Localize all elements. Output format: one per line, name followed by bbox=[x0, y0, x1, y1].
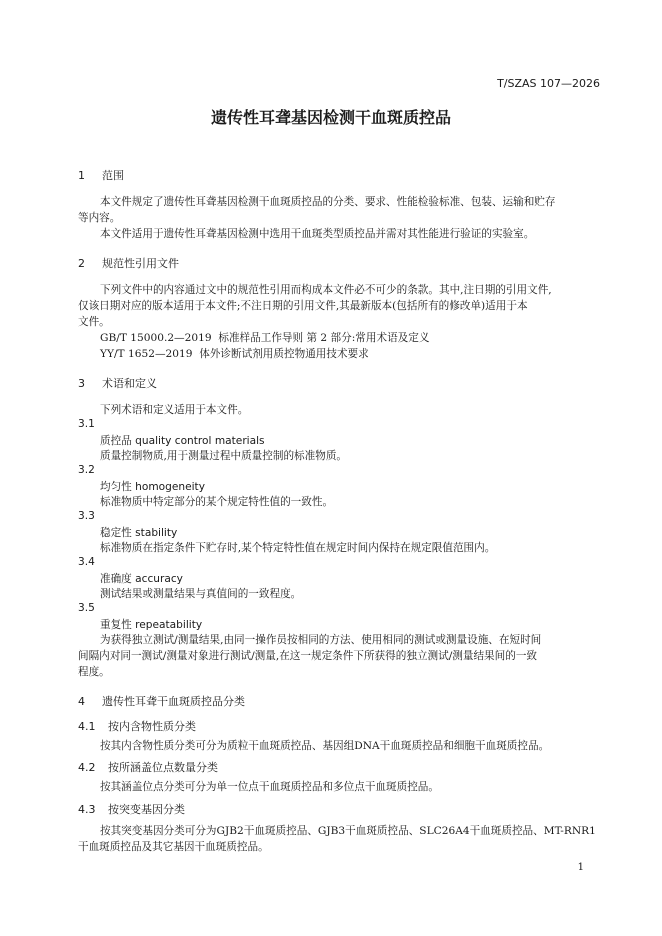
term-number: 3.3 bbox=[78, 510, 95, 522]
term-definition: 标准物质在指定条件下贮存时,某个特定特性值在规定时间内保持在规定限值范围内。 bbox=[100, 542, 496, 554]
document-title: 遗传性耳聋基因检测干血斑质控品 bbox=[210, 108, 451, 127]
term-number: 3.5 bbox=[78, 602, 95, 614]
subsection-4-3-text-line-2: 干血斑质控品及其它基因干血斑质控品。 bbox=[78, 841, 269, 853]
reference-gbt-15000: GB/T 15000.2—2019 标准样品工作导则 第 2 部分:常用术语及定义 bbox=[100, 332, 430, 344]
term-definition: 标准物质中特定部分的某个规定特性值的一致性。 bbox=[100, 496, 334, 508]
subsection-4-3-heading bbox=[78, 801, 185, 817]
subsection-4-2-number: 4.2 bbox=[78, 761, 96, 774]
term-title: 稳定性 stability bbox=[100, 527, 178, 539]
subsection-4-3-title: 按突变基因分类 bbox=[108, 803, 185, 816]
section-1-number: 1 bbox=[78, 169, 85, 182]
section-4-number: 4 bbox=[78, 695, 85, 708]
section-1-para-1-line-2: 等内容。 bbox=[78, 212, 121, 224]
section-2-para-line-2: 仅该日期对应的版本适用于本文件;不注日期的引用文件,其最新版本(包括所有的修改单)适用于本 bbox=[78, 300, 528, 312]
page-number: 1 bbox=[577, 862, 584, 873]
term-title: 质控品 quality control materials bbox=[100, 435, 265, 447]
section-1-para-2: 本文件适用于遗传性耳聋基因检测中选用干血斑类型质控品并需对其性能进行验证的实验室。 bbox=[100, 228, 535, 240]
section-1-para-1-line-1: 本文件规定了遗传性耳聋基因检测干血斑质控品的分类、要求、性能检验标准、包装、运输和贮存 bbox=[100, 196, 556, 208]
section-3-heading bbox=[78, 375, 157, 391]
section-2-number: 2 bbox=[78, 257, 85, 270]
term-number: 3.2 bbox=[78, 464, 95, 476]
section-2-heading bbox=[78, 255, 179, 271]
subsection-4-3-number: 4.3 bbox=[78, 803, 96, 816]
term-title: 均匀性 homogeneity bbox=[100, 481, 205, 493]
subsection-4-1-heading bbox=[78, 718, 196, 734]
subsection-4-1-title: 按内含物性质分类 bbox=[108, 720, 196, 733]
subsection-4-2-title: 按所涵盖位点数量分类 bbox=[108, 761, 218, 774]
subsection-4-1-number: 4.1 bbox=[78, 720, 96, 733]
section-4-heading bbox=[78, 693, 245, 709]
section-1-title: 范围 bbox=[102, 169, 124, 182]
subsection-4-2-text: 按其涵盖位点分类可分为单一位点干血斑质控品和多位点干血斑质控品。 bbox=[100, 781, 439, 793]
subsection-4-2-heading bbox=[78, 759, 218, 775]
subsection-4-3-text-line-1: 按其突变基因分类可分为GJB2干血斑质控品、GJB3干血斑质控品、SLC26A4干血斑质控品、MT-RNR1 bbox=[100, 825, 596, 837]
term-number: 3.4 bbox=[78, 556, 95, 568]
section-1-heading bbox=[78, 167, 124, 183]
section-3-intro: 下列术语和定义适用于本文件。 bbox=[100, 404, 249, 416]
section-2-para-line-1: 下列文件中的内容通过文中的规范性引用而构成本文件必不可少的条款。其中,注日期的引用文件, bbox=[100, 284, 552, 296]
term-definition-line-2: 间隔内对同一测试/测量对象进行测试/测量,在这一规定条件下所获得的独立测试/测量结果间的一致 bbox=[78, 650, 538, 662]
term-definition-line-3: 程度。 bbox=[78, 666, 110, 678]
standard-number: T/SZAS 107—2026 bbox=[497, 77, 600, 90]
term-number: 3.1 bbox=[78, 418, 95, 430]
section-3-number: 3 bbox=[78, 377, 85, 390]
term-definition: 质量控制物质,用于测量过程中质量控制的标准物质。 bbox=[100, 450, 348, 462]
term-title: 重复性 repeatability bbox=[100, 619, 203, 631]
subsection-4-1-text: 按其内含物性质分类可分为质粒干血斑质控品、基因组DNA干血斑质控品和细胞干血斑质控品。 bbox=[100, 740, 550, 752]
section-4-title: 遗传性耳聋干血斑质控品分类 bbox=[102, 695, 245, 708]
reference-yyt-1652: YY/T 1652—2019 体外诊断试剂用质控物通用技术要求 bbox=[100, 348, 369, 360]
section-3-title: 术语和定义 bbox=[102, 377, 157, 390]
term-definition-line-1: 为获得独立测试/测量结果,由同一操作员按相同的方法、使用相同的测试或测量设施、在短时间 bbox=[100, 634, 542, 646]
term-definition: 测试结果或测量结果与真值间的一致程度。 bbox=[100, 588, 302, 600]
section-2-title: 规范性引用文件 bbox=[102, 257, 179, 270]
section-2-para-line-3: 文件。 bbox=[78, 316, 110, 328]
term-title: 准确度 accuracy bbox=[100, 573, 183, 585]
